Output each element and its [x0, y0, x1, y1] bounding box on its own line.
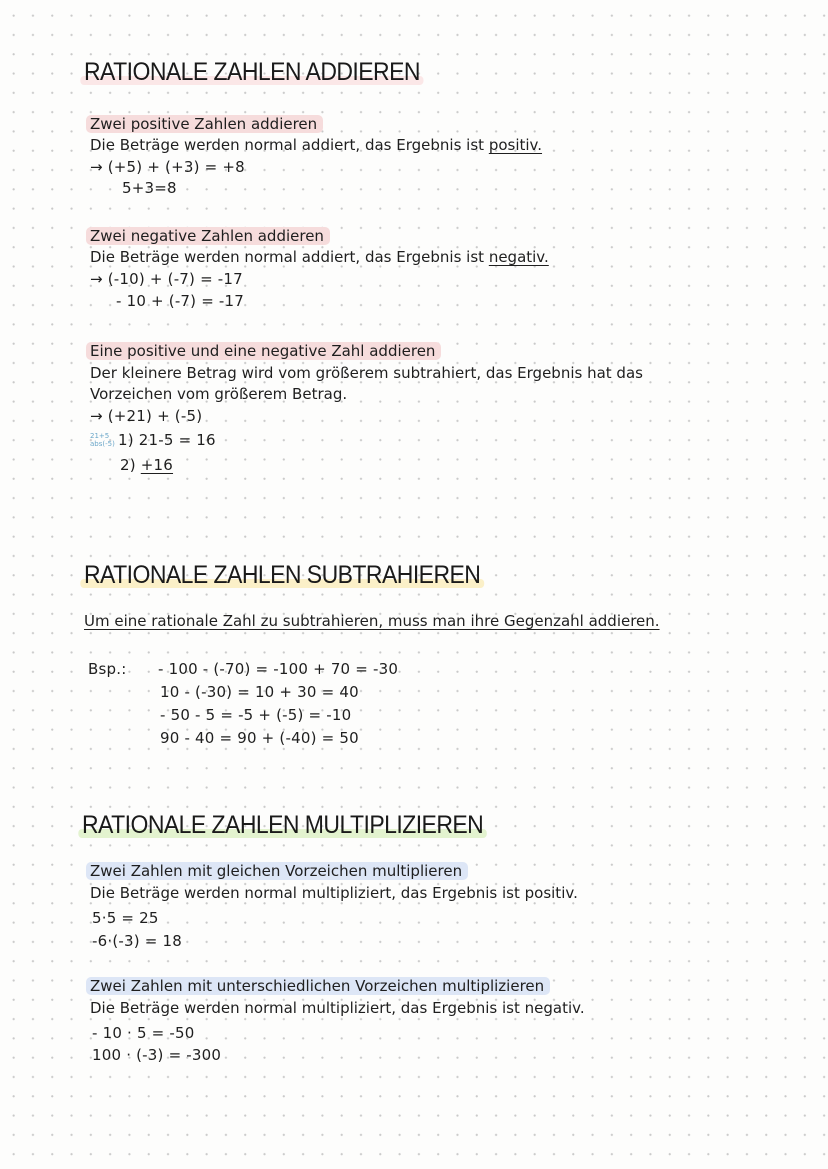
subtraction-example-4: 90 - 40 = 90 + (-40) = 50 — [160, 729, 359, 747]
subheading-negative-addieren: Zwei negative Zahlen addieren — [86, 227, 330, 245]
subtraction-example-1: - 100 - (-70) = -100 + 70 = -30 — [158, 660, 399, 678]
subtraction-example-2: 10 - (-30) = 10 + 30 = 40 — [160, 683, 359, 701]
example-mixed-step2: 2) +16 — [120, 456, 174, 474]
multiplication-example-1: 5·5 = 25 — [92, 909, 159, 927]
rule-text-negative: Die Beträge werden normal addiert, das Ergebnis ist negativ. — [90, 248, 549, 266]
example-mixed-1: → (+21) + (-5) — [90, 407, 203, 425]
rule-text-mixed-1: Der kleinere Betrag wird vom größerem subtrahiert, das Ergebnis hat das — [90, 364, 643, 382]
example-positive-2: 5+3=8 — [122, 179, 177, 197]
rule-subtraktion: Um eine rationale Zahl zu subtrahieren, muss man ihre Gegenzahl addieren. — [84, 612, 660, 630]
section-title-subtrahieren: RATIONALE ZAHLEN SUBTRAHIEREN — [84, 561, 480, 590]
example-label: Bsp.: — [88, 660, 127, 678]
example-mixed-step1: 1) 21-5 = 16 — [118, 431, 216, 449]
multiplication-example-4: 100 · (-3) = -300 — [92, 1046, 222, 1064]
example-negative-2: - 10 + (-7) = -17 — [116, 292, 245, 310]
example-positive-1: → (+5) + (+3) = +8 — [90, 158, 245, 176]
rule-text-positive: Die Beträge werden normal addiert, das Ergebnis ist positiv. — [90, 136, 543, 154]
subtraction-example-3: - 50 - 5 = -5 + (-5) = -10 — [160, 706, 352, 724]
rule-text-gleiche: Die Beträge werden normal multipliziert, das Ergebnis ist positiv. — [90, 884, 578, 902]
multiplication-example-3: - 10 · 5 = -50 — [92, 1024, 195, 1042]
subheading-gleiche-vorzeichen: Zwei Zahlen mit gleichen Vorzeichen multiplieren — [86, 862, 468, 880]
rule-text-unterschiedliche: Die Beträge werden normal multipliziert, das Ergebnis ist negativ. — [90, 999, 585, 1017]
section-title-multiplizieren: RATIONALE ZAHLEN MULTIPLIZIEREN — [82, 811, 483, 840]
section-title-addieren: RATIONALE ZAHLEN ADDIEREN — [84, 58, 420, 87]
subheading-positive-addieren: Zwei positive Zahlen addieren — [86, 115, 323, 133]
multiplication-example-2: -6·(-3) = 18 — [92, 932, 182, 950]
example-negative-1: → (-10) + (-7) = -17 — [90, 270, 243, 288]
margin-note: 21+5 abs(-5) — [90, 432, 115, 448]
rule-text-mixed-2: Vorzeichen vom größerem Betrag. — [90, 385, 348, 403]
subheading-unterschiedliche-vorzeichen: Zwei Zahlen mit unterschiedlichen Vorzeichen multiplizieren — [86, 977, 550, 995]
subheading-mixed-addieren: Eine positive und eine negative Zahl addieren — [86, 342, 441, 360]
